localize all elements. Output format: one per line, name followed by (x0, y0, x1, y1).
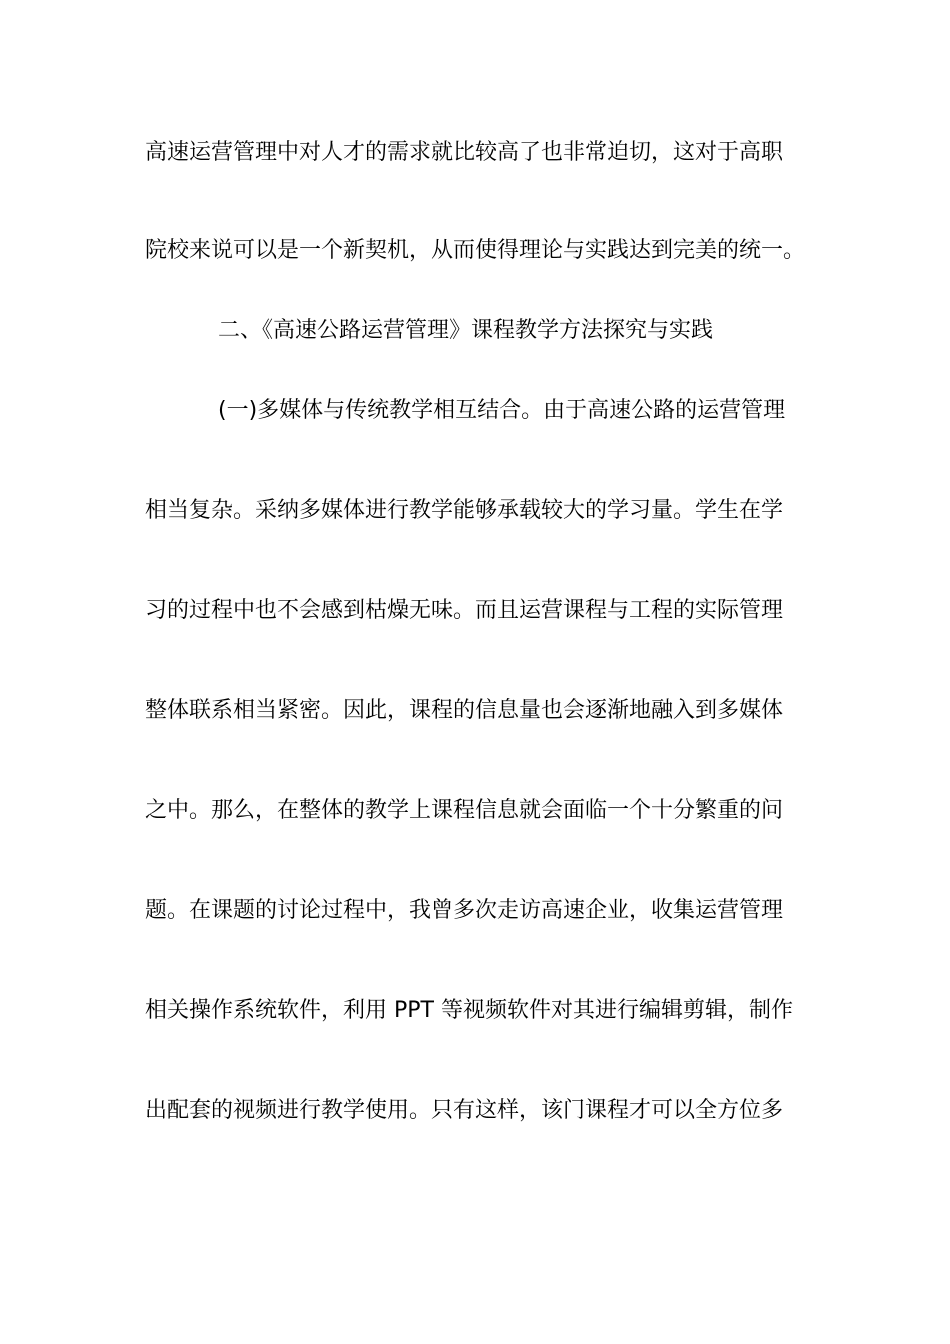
paragraph-line: 相当复杂。采纳多媒体进行教学能够承载较大的学习量。学生在学 (145, 498, 784, 523)
paragraph-line: 院校来说可以是一个新契机，从而使得理论与实践达到完美的统一。 (145, 238, 806, 263)
paragraph-line: 相关操作系统软件，利用 PPT 等视频软件对其进行编辑剪辑，制作 (145, 998, 793, 1023)
paragraph-line: 高速运营管理中对人才的需求就比较高了也非常迫切，这对于高职 (145, 140, 784, 165)
section-heading: 二、《高速公路运营管理》课程教学方法探究与实践 (218, 318, 714, 343)
paragraph-line: 整体联系相当紧密。因此，课程的信息量也会逐渐地融入到多媒体 (145, 698, 784, 723)
paragraph-line: (一)多媒体与传统教学相互结合。由于高速公路的运营管理 (218, 398, 786, 423)
paragraph-line: 题。在课题的讨论过程中，我曾多次走访高速企业，收集运营管理 (145, 898, 784, 923)
paragraph-line: 习的过程中也不会感到枯燥无味。而且运营课程与工程的实际管理 (145, 598, 784, 623)
paragraph-line: 出配套的视频进行教学使用。只有这样，该门课程才可以全方位多 (145, 1098, 784, 1123)
paragraph-line: 之中。那么，在整体的教学上课程信息就会面临一个十分繁重的问 (145, 798, 784, 823)
